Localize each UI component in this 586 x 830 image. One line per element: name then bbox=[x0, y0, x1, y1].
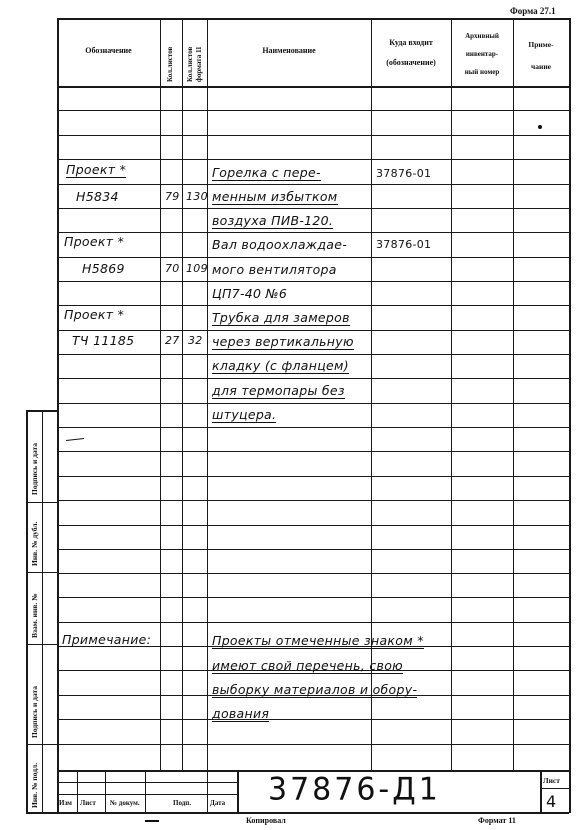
footer-sheet-label: Лист bbox=[543, 776, 560, 785]
row-name: кладку (с фланцем) bbox=[212, 358, 349, 373]
row-name: Горелка с пере- bbox=[212, 165, 321, 180]
pen-stroke bbox=[66, 438, 84, 441]
stamp-vzam-inv: Взам. инв. № bbox=[30, 593, 39, 638]
row-designation: Проект * bbox=[66, 162, 127, 177]
row-designation: ТЧ 11185 bbox=[72, 333, 135, 348]
row-designation: Н5869 bbox=[82, 261, 125, 276]
row-name: воздуха ПИВ-120. bbox=[212, 213, 334, 228]
header-note-l2: чание bbox=[531, 62, 551, 71]
stamp-inv-orig: Инв. № подл. bbox=[30, 762, 39, 808]
footer-col-doc: № докум. bbox=[110, 799, 140, 807]
footer-col-date: Дата bbox=[210, 799, 226, 807]
stamp-sign-date2: Подпись и дата bbox=[30, 685, 39, 738]
row-designation: Проект * bbox=[64, 234, 125, 249]
row-sheets: 79 bbox=[165, 190, 180, 203]
header-designation: Обозначение bbox=[85, 46, 132, 55]
row-sheets: 70 bbox=[165, 262, 180, 275]
footer-format: Формат 11 bbox=[478, 816, 516, 825]
header-format11-l2: формата 11 bbox=[195, 46, 203, 82]
header-where-used-l1: Куда входит bbox=[389, 38, 433, 47]
row-name: для термопары без bbox=[212, 383, 345, 398]
header-where-used-l2: (обозначение) bbox=[386, 58, 436, 67]
header-name: Наименование bbox=[262, 46, 316, 55]
note-line: имеют свой перечень, свою bbox=[212, 658, 403, 673]
row-name: мого вентилятора bbox=[212, 262, 337, 277]
footer-col-list: Лист bbox=[80, 799, 96, 807]
row-name: менным избытком bbox=[212, 189, 338, 204]
header-note-l1: Приме- bbox=[528, 40, 554, 49]
footer-col-izm: Изм bbox=[59, 799, 72, 807]
header-sheet-count: Кол.листов bbox=[166, 46, 174, 82]
footer-copied: Копировал bbox=[246, 816, 286, 825]
note-line: выборку материалов и обору- bbox=[212, 682, 418, 697]
footer-sheet-number: 4 bbox=[546, 792, 557, 811]
note-line: Проекты отмеченные знаком * bbox=[212, 633, 424, 648]
header-archive-l3: ный номер bbox=[464, 68, 500, 76]
row-designation: Проект * bbox=[64, 307, 125, 322]
note-label: Примечание: bbox=[62, 632, 152, 647]
row-where: 37876-01 bbox=[376, 167, 432, 180]
row-where: 37876-01 bbox=[376, 238, 432, 251]
note-line: дования bbox=[212, 706, 270, 721]
row-name: штуцера. bbox=[212, 407, 277, 422]
header-archive-l2: инвентар- bbox=[465, 50, 499, 58]
footer-col-sign: Подп. bbox=[173, 799, 192, 807]
row-designation: Н5834 bbox=[76, 189, 119, 204]
row-sheets: 27 bbox=[165, 334, 180, 347]
header-archive-l1: Архивный bbox=[465, 32, 499, 40]
ink-dot bbox=[538, 125, 542, 129]
form-label: Форма 27.1 bbox=[510, 6, 556, 16]
footer-dash bbox=[145, 820, 159, 822]
row-name: Трубка для замеров bbox=[212, 310, 350, 325]
footer-doc-number: 37876-Д1 bbox=[268, 771, 441, 808]
row-name: через вертикальную bbox=[212, 334, 354, 349]
row-name: Вал водоохлаждае- bbox=[212, 237, 348, 252]
row-name: ЦП7-40 №6 bbox=[212, 286, 288, 301]
row-format11: 32 bbox=[188, 334, 203, 347]
row-format11: 109 bbox=[186, 262, 208, 275]
row-format11: 130 bbox=[186, 190, 208, 203]
stamp-sign-date: Подпись и дата bbox=[30, 442, 39, 495]
header-format11-l1: Кол.листов bbox=[186, 46, 194, 82]
stamp-inv-dubl: Инв. № дубл. bbox=[30, 521, 39, 566]
